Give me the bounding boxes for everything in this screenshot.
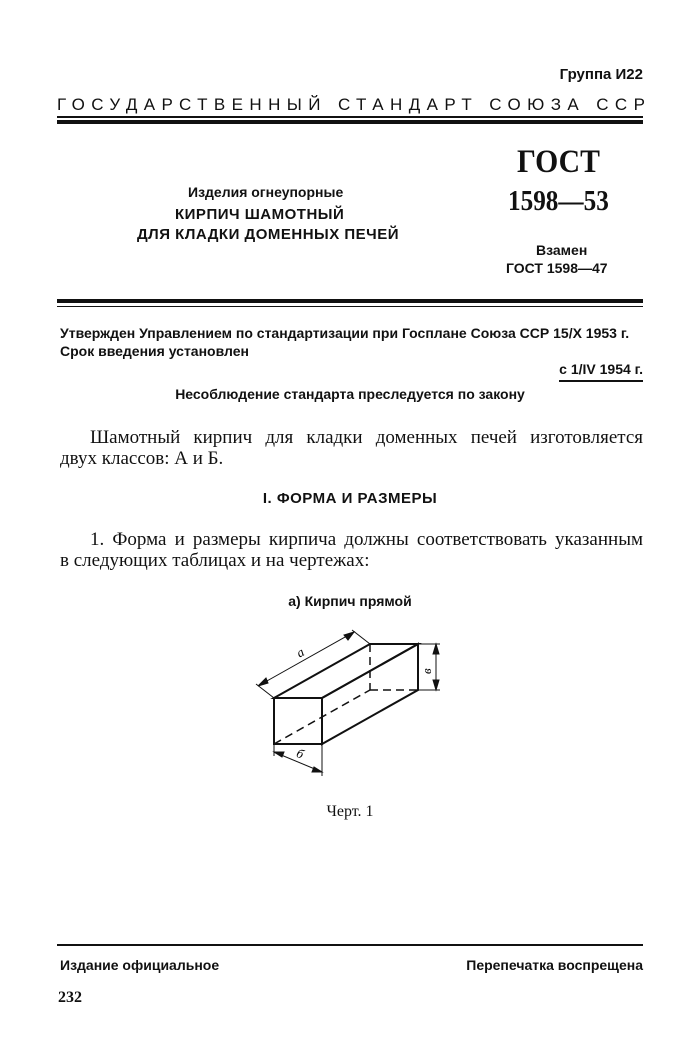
approval-statement: Утвержден Управлением по стандартизации при Госплане Союза ССР 15/X 1953 г. <box>60 325 630 341</box>
clause-text-line-1: 1. Форма и размеры кирпича должны соответствовать указанным <box>90 529 643 550</box>
effective-date: с 1/IV 1954 г. <box>559 361 643 382</box>
document-title-line-1: КИРПИЧ ШАМОТНЫЙ <box>175 206 345 223</box>
group-label: Группа И22 <box>559 66 643 83</box>
dimension-line-a <box>258 632 354 686</box>
state-standard-heading: ГОСУДАРСТВЕННЫЙ СТАНДАРТ СОЮЗА ССР <box>57 95 652 114</box>
dimension-label-b: б <box>294 745 307 762</box>
replaces-number: ГОСТ 1598—47 <box>506 260 608 276</box>
replaces-label: Взамен <box>536 242 588 258</box>
section-title: I. ФОРМА И РАЗМЕРЫ <box>262 490 438 507</box>
legal-notice: Несоблюдение стандарта преследуется по закону <box>175 386 525 402</box>
header-rule-thick <box>57 120 643 124</box>
product-category: Изделия огнеупорные <box>188 184 344 200</box>
document-title-line-2: ДЛЯ КЛАДКИ ДОМЕННЫХ ПЕЧЕЙ <box>137 226 400 243</box>
title-rule-thin <box>57 306 643 307</box>
dimension-label-a: а <box>293 644 307 661</box>
header-rule-thin <box>57 116 643 118</box>
drawing-label: Черт. 1 <box>326 803 374 820</box>
title-rule-thick <box>57 299 643 303</box>
intro-text-line-2: двух классов: А и Б. <box>60 448 224 469</box>
figure-caption: а) Кирпич прямой <box>288 593 412 609</box>
intro-text-line-1: Шамотный кирпич для кладки доменных печей изготовляется <box>90 427 643 448</box>
footer-rule <box>57 944 643 946</box>
gost-number: 1598—53 <box>508 186 609 217</box>
brick-drawing <box>240 620 460 780</box>
edition-label: Издание официальное <box>60 957 220 973</box>
gost-label: ГОСТ <box>517 144 600 180</box>
clause-text-line-2: в следующих таблицах и на чертежах: <box>60 550 370 571</box>
reprint-notice: Перепечатка воспрещена <box>466 957 643 973</box>
effective-term-label: Срок введения установлен <box>60 343 249 359</box>
page-number: 232 <box>58 989 82 1006</box>
dimension-label-v: в <box>419 668 434 674</box>
